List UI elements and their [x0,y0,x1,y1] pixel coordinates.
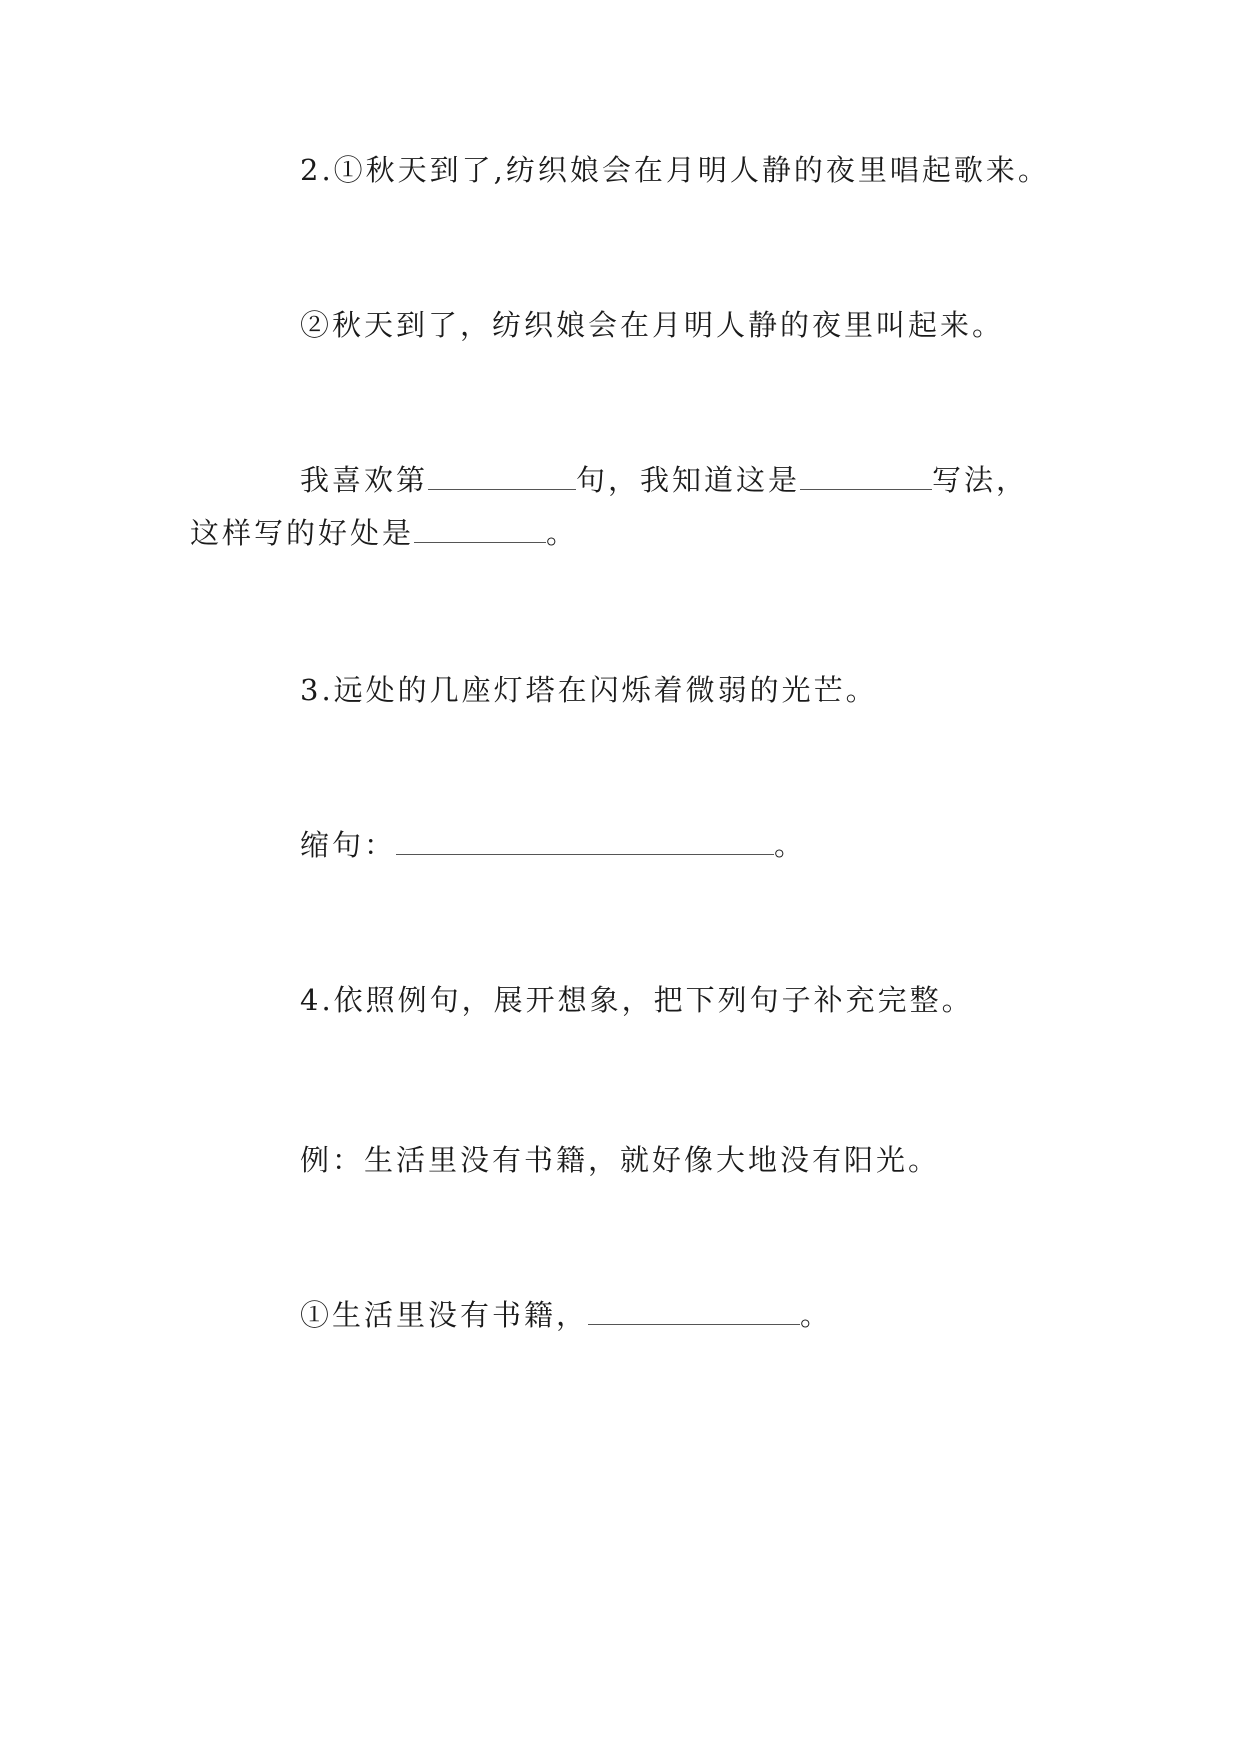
q2-prompt-line-2 [190,513,578,553]
q4-item-1 [300,1295,832,1335]
q3-prompt-line [300,825,806,865]
q2-prompt-text-2: 句，我知道这是 [576,463,801,497]
q3-sentence: 3.远处的几座灯塔在闪烁着微弱的光芒。 [300,673,878,707]
q3-prompt-end: 。 [774,828,807,862]
q2-sentence-1: 2.①秋天到了,纺织娘会在月明人静的夜里唱起歌来。 [300,153,1050,187]
q2-prompt-text-1: 我喜欢第 [300,463,429,497]
q4-item-1-blank[interactable] [588,1323,800,1325]
q2-benefit-blank[interactable] [414,541,546,543]
q2-prompt-text-5: 。 [546,516,579,550]
q4-instruction: 4.依照例句，展开想象，把下列句子补充完整。 [300,983,974,1017]
q2-prompt-text-3: 写法， [932,463,1029,497]
q3-prompt-label: 缩句： [300,828,397,862]
q2-sentence-choice-blank[interactable] [428,488,576,490]
q2-technique-blank[interactable] [800,488,932,490]
q2-prompt-text-4: 这样写的好处是 [190,516,415,550]
q4-example: 例：生活里没有书籍，就好像大地没有阳光。 [300,1143,941,1177]
q2-prompt-line-1 [300,460,1028,500]
q4-item-1-end: 。 [800,1298,833,1332]
q4-item-1-start: ①生活里没有书籍， [300,1298,589,1332]
q2-sentence-2: ②秋天到了，纺织娘会在月明人静的夜里叫起来。 [300,308,1005,342]
q3-shortened-sentence-blank[interactable] [396,853,774,855]
